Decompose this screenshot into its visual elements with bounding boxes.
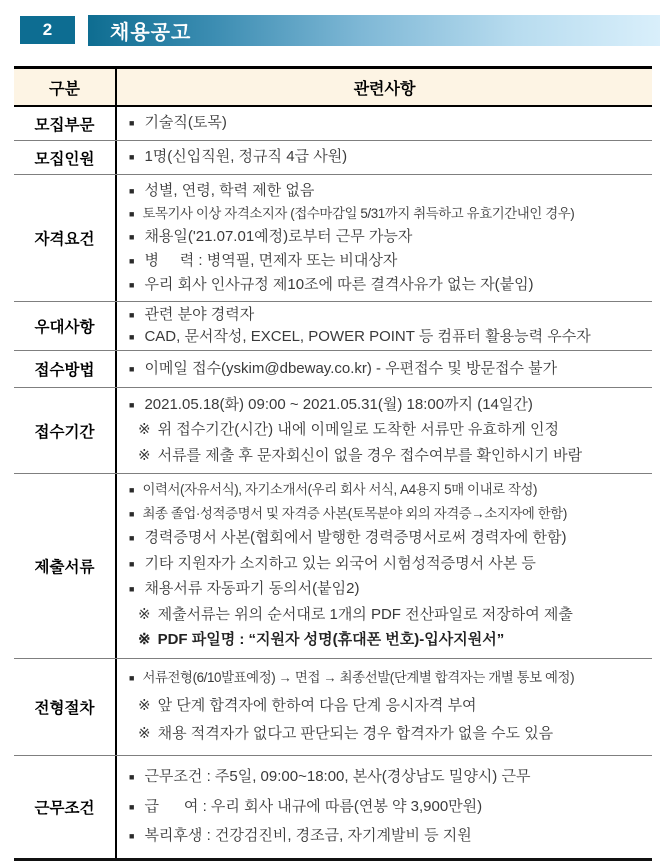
table-body [14,107,652,858]
row-label: 우대사항 [14,302,117,350]
line-text: 토목기사 이상 자격소지자 (접수마감일 5/31까지 취득하고 유효기간내인 경우) [142,205,575,221]
bullet-square-icon: ■ [129,533,135,544]
column-header-details: 관련사항 [353,80,416,98]
bullet-square-icon: ■ [129,331,135,342]
line-text: 복리후생 : 건강검진비, 경조금, 자기계발비 등 지원 [144,827,472,845]
line-text: 2021.05.18(화) 09:00 ~ 2021.05.31(월) 18:00까지 (14일간) [144,396,533,414]
row-content [117,175,652,301]
line-text: 병 력 : 병역필, 면제자 또는 비대상자 [144,251,398,269]
bullet-square-icon: ■ [129,152,135,163]
row-label: 제출서류 [14,474,117,658]
line-text: 채용일('21.07.01예정)로부터 근무 가능자 [144,227,413,245]
bullet-line [129,205,650,223]
bullet-square-icon: ■ [129,185,135,196]
line-text: 경력증명서 사본(협회에서 발행한 경력증명서로써 경력자에 한함) [144,529,567,547]
table-row [14,107,652,140]
bullet-line [129,227,650,247]
bullet-line [129,826,650,846]
note-line [129,446,650,466]
row-content [117,659,652,755]
line-text: 서류를 제출 후 문자회신이 없을 경우 접수여부를 확인하시기 바람 [157,446,583,464]
bullet-line [129,767,650,787]
section-title-bar [88,15,660,46]
bullet-line [129,359,650,379]
line-text: 급 여 : 우리 회사 내규에 따름(연봉 약 3,900만원) [144,797,483,815]
bullet-line [129,113,650,133]
table-header-row [14,69,652,107]
row-content [117,141,652,174]
bullet-square-icon: ■ [129,310,135,321]
line-text: 이메일 접수(yskim@dbeway.co.kr) - 우편접수 및 방문접수 불가 [144,359,558,377]
line-text: CAD, 문서작성, EXCEL, POWER POINT 등 컴퓨터 활용능력 우수자 [144,327,591,345]
line-text: 채용서류 자동파기 동의서(붙임2) [144,580,360,598]
table-row [14,755,652,858]
table-row [14,140,652,174]
reference-mark-icon: ※ [138,605,151,623]
bullet-line [129,251,650,271]
bullet-square-icon: ■ [129,508,135,519]
bullet-square-icon: ■ [129,801,135,812]
row-label: 근무조건 [14,756,117,858]
bullet-line [129,481,650,499]
line-text: 기타 지원자가 소지하고 있는 외국어 시험성적증명서 사본 등 [144,554,536,572]
table-row [14,301,652,350]
row-label: 자격요건 [14,175,117,301]
reference-mark-icon: ※ [138,696,151,714]
bullet-line [129,505,650,523]
line-text: 이력서(자유서식), 자기소개서(우리 회사 서식, A4용지 5매 이내로 작성) [142,482,538,498]
line-text: 근무조건 : 주5일, 09:00~18:00, 본사(경상남도 밀양시) 근무 [144,768,531,786]
bullet-square-icon: ■ [129,118,135,129]
column-header-category: 구분 [14,69,117,105]
bullet-square-icon: ■ [129,831,135,842]
line-text: 1명(신입직원, 정규직 4급 사원) [144,148,348,166]
reference-mark-icon: ※ [138,421,151,439]
section-number-badge: 2 [20,16,75,44]
row-content [117,351,652,387]
line-text: 채용 적격자가 없다고 판단되는 경우 합격자가 없을 수도 있음 [157,725,554,743]
bullet-square-icon: ■ [129,279,135,290]
bullet-square-icon: ■ [129,208,135,219]
table-row [14,658,652,755]
section-header [0,0,666,46]
line-text: 성별, 연령, 학력 제한 없음 [144,181,315,199]
bullet-line [129,554,650,574]
row-label: 접수기간 [14,388,117,473]
note-line [129,420,650,440]
row-label: 모집부문 [14,107,117,140]
note-line [129,630,650,650]
reference-mark-icon: ※ [138,725,151,743]
bullet-line [129,327,650,347]
line-text: 위 접수기간(시간) 내에 이메일로 도착한 서류만 유효하게 인정 [157,421,559,439]
bullet-square-icon: ■ [129,772,135,783]
bullet-square-icon: ■ [129,363,135,374]
row-label: 전형절차 [14,659,117,755]
page-title: 채용공고 [110,22,192,44]
line-text: 앞 단계 합격자에 한하여 다음 단계 응시자격 부여 [157,696,477,714]
bullet-line [129,275,650,295]
line-text: 최종 졸업·성적증명서 및 자격증 사본(토목분야 외의 자격증→소지자에 한함) [142,505,567,521]
bullet-square-icon: ■ [129,558,135,569]
table-row [14,387,652,473]
bullet-square-icon: ■ [129,400,135,411]
bullet-line [129,181,650,201]
table-row [14,174,652,301]
row-content [117,388,652,473]
line-text: 관련 분야 경력자 [144,306,255,324]
bullet-line [129,797,650,817]
note-line [129,605,650,625]
note-line [129,724,650,744]
recruitment-notice-table [14,66,652,861]
bullet-line [129,395,650,415]
line-text: 우리 회사 인사규정 제10조에 따른 결격사유가 없는 자(붙임) [144,275,534,293]
bullet-line [129,579,650,599]
row-content [117,756,652,858]
bullet-square-icon: ■ [129,673,135,684]
line-text: 서류전형(6/10발표예정) → 면접 → 최종선발(단계별 합격자는 개별 통보 예정) [142,670,575,686]
row-label: 모집인원 [14,141,117,174]
table-row [14,350,652,387]
bullet-square-icon: ■ [129,231,135,242]
reference-mark-icon: ※ [138,631,151,649]
line-text: PDF 파일명 : “지원자 성명(휴대폰 번호)-입사지원서” [157,631,505,649]
bullet-square-icon: ■ [129,485,135,496]
bullet-line [129,669,650,687]
bullet-line [129,147,650,167]
bullet-line [129,528,650,548]
row-content [117,107,652,140]
table-row [14,473,652,658]
note-line [129,696,650,716]
row-label: 접수방법 [14,351,117,387]
line-text: 제출서류는 위의 순서대로 1개의 PDF 전산파일로 저장하여 제출 [157,605,573,623]
row-content [117,474,652,658]
bullet-line [129,305,650,325]
reference-mark-icon: ※ [138,446,151,464]
line-text: 기술직(토목) [144,114,227,132]
row-content [117,302,652,350]
bullet-square-icon: ■ [129,255,135,266]
bullet-square-icon: ■ [129,584,135,595]
